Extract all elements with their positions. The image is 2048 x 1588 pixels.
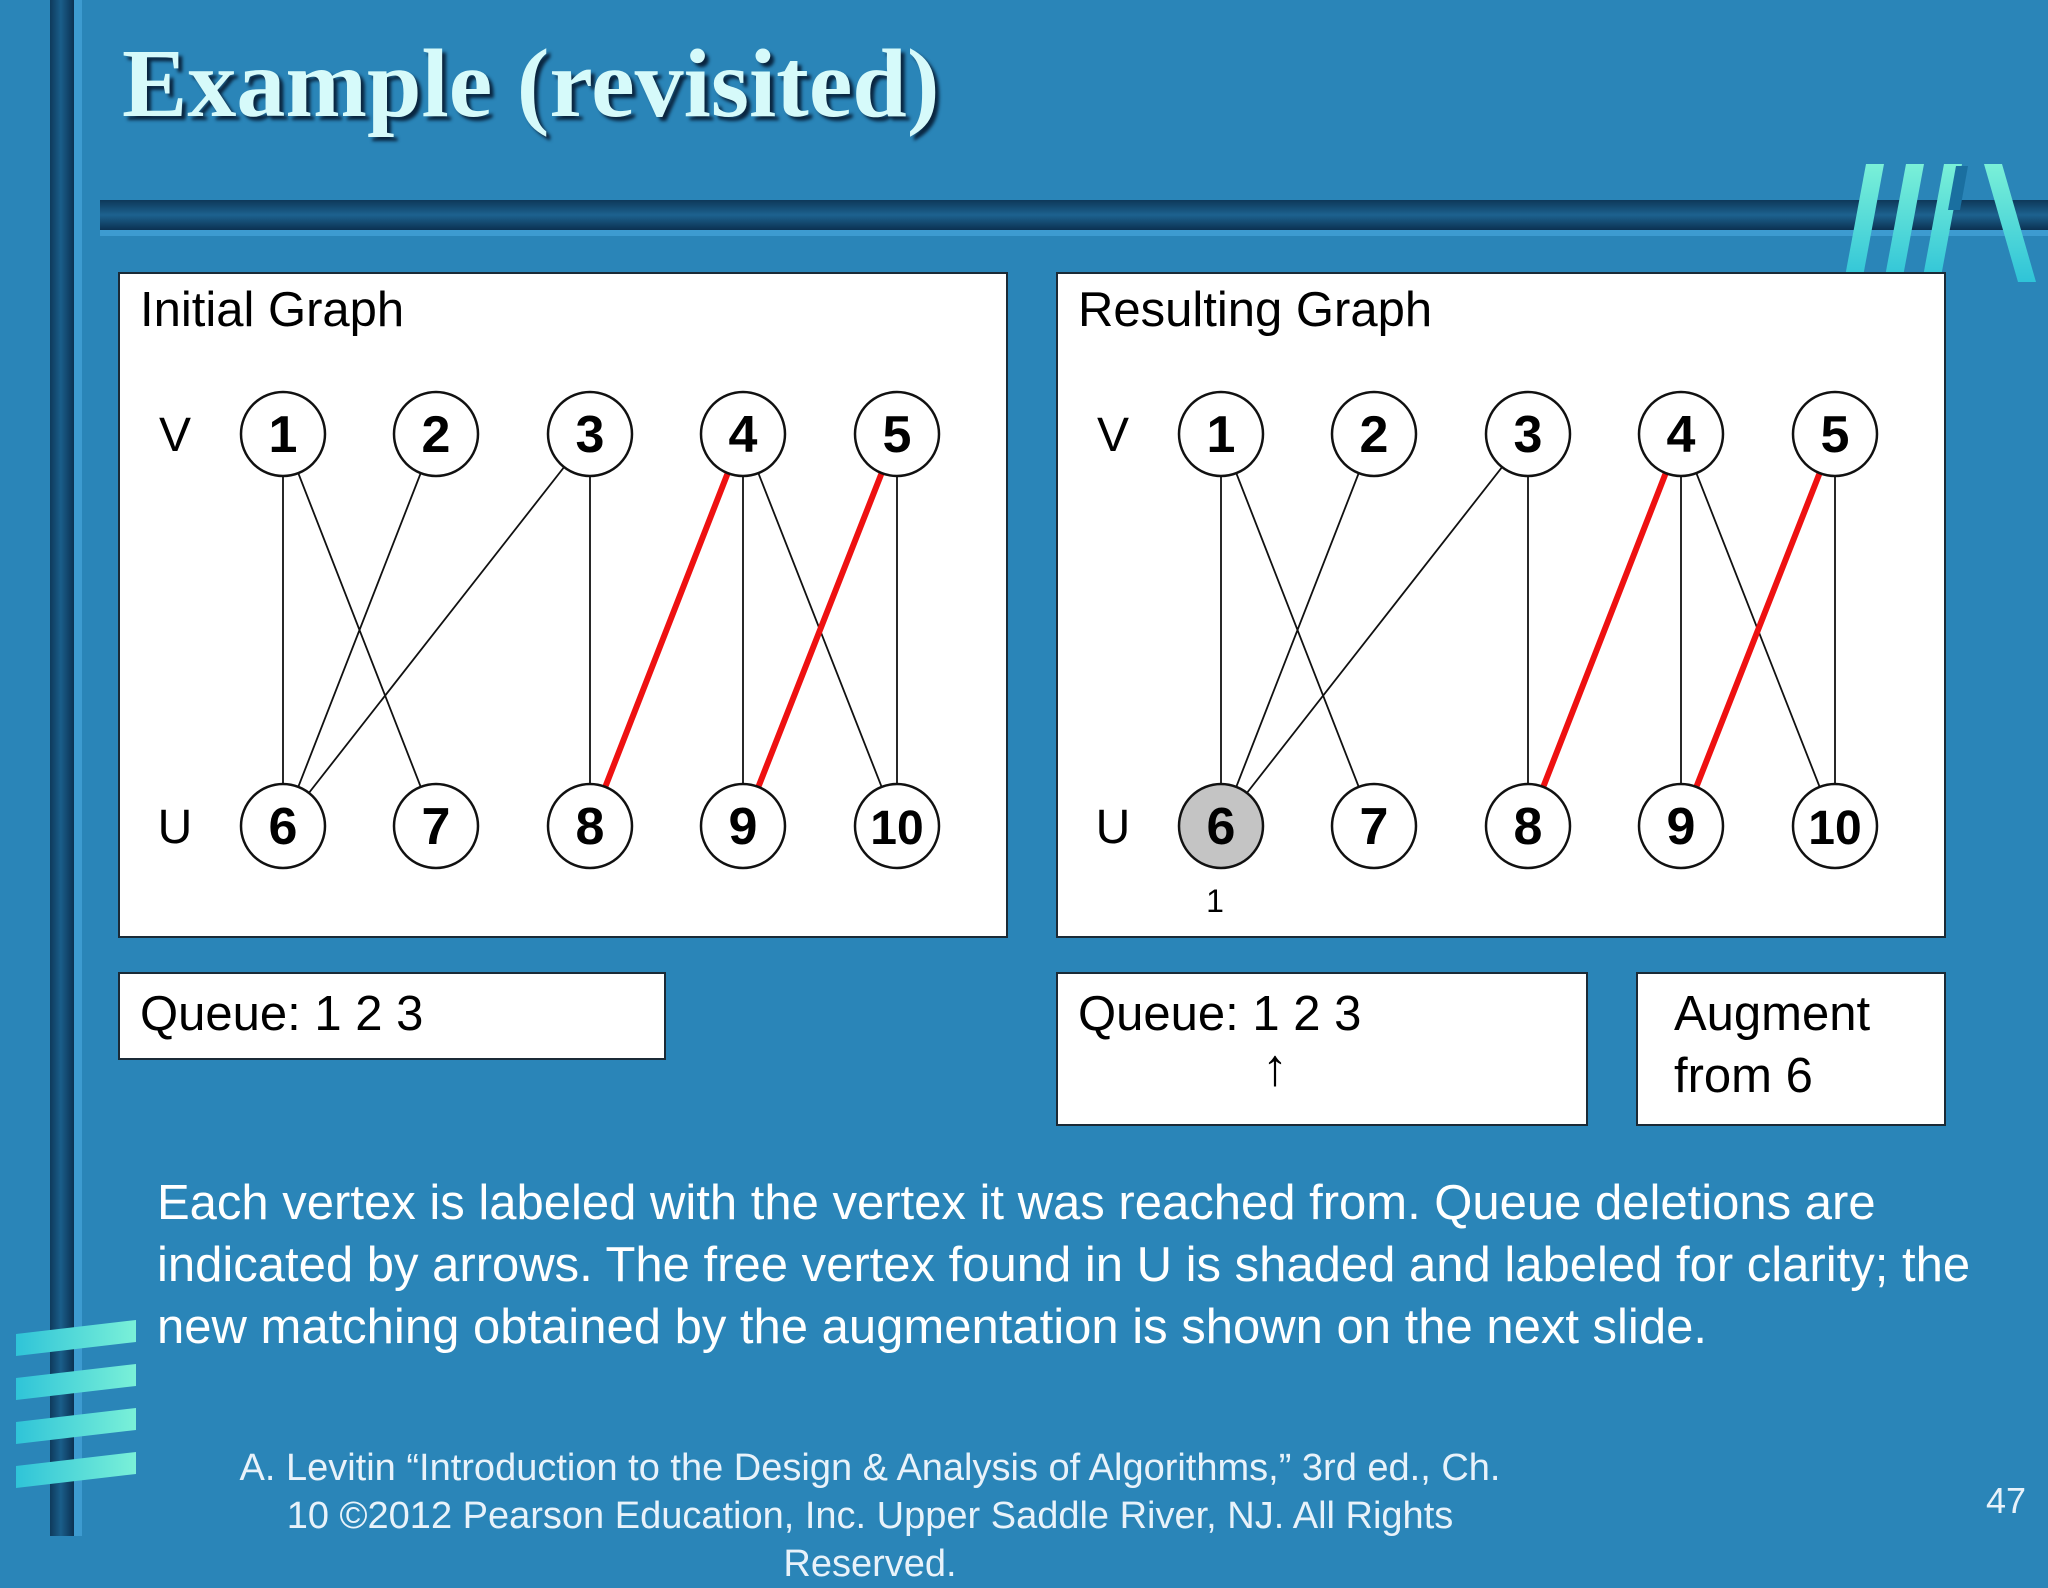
vertex-label-9: 9	[1666, 798, 1696, 856]
left-frame-highlight	[74, 0, 82, 1536]
vertex-label-7: 7	[1359, 798, 1389, 856]
augment-line-2: from 6	[1674, 1049, 1813, 1103]
vertex-label-6: 6	[268, 798, 298, 856]
vertex-label-10: 10	[1808, 802, 1862, 855]
initial-graph-panel	[118, 272, 1008, 938]
resulting-queue-box	[1056, 972, 1588, 1126]
v-side-label: V	[158, 409, 192, 462]
bottom-left-stripes-logo	[12, 1320, 144, 1500]
vertex-label-3: 3	[575, 406, 605, 464]
slide-citation: A. Levitin “Introduction to the Design & Analysis of Algorithms,” 3rd ed., Ch. 10 ©2012 Pearson Education, Inc. Upper Saddle River, NJ. All Rights Reserved.	[239, 1447, 1501, 1585]
augment-box	[1636, 972, 1946, 1126]
vertex-label-1: 1	[268, 406, 298, 464]
resulting-queue-text: Queue: 1 2 3	[1078, 987, 1362, 1041]
edge-3-6	[283, 434, 590, 826]
title-underline-highlight	[100, 230, 2048, 236]
resulting-graph-diagram	[1058, 274, 1944, 936]
u-side-label: U	[1095, 801, 1131, 854]
matched-edge-4-8	[590, 434, 743, 826]
initial-graph-title: Initial Graph	[140, 283, 405, 337]
top-right-stripes-logo	[1836, 160, 2036, 284]
left-frame-bar	[50, 0, 74, 1536]
resulting-graph-panel	[1056, 272, 1946, 938]
vertex-label-6: 6	[1206, 798, 1236, 856]
slide-title: Example (revisited)	[122, 30, 940, 138]
vertex-label-10: 10	[870, 802, 924, 855]
augment-line-1: Augment	[1674, 987, 1871, 1041]
vertex-label-7: 7	[421, 798, 451, 856]
vertex-label-9: 9	[728, 798, 758, 856]
vertex-label-2: 2	[1359, 406, 1389, 464]
vertex-label-8: 8	[1513, 798, 1543, 856]
vertex-label-4: 4	[1666, 406, 1696, 464]
vertex-label-3: 3	[1513, 406, 1543, 464]
edge-3-6	[1221, 434, 1528, 826]
vertex-label-2: 2	[421, 406, 451, 464]
u-side-label: U	[157, 801, 193, 854]
vertex-label-8: 8	[575, 798, 605, 856]
initial-graph-diagram	[120, 274, 1006, 936]
initial-queue-text: Queue: 1 2 3	[140, 987, 424, 1041]
queue-deletion-arrow-icon: ↑	[1262, 1039, 1288, 1097]
matched-edge-4-8	[1528, 434, 1681, 826]
vertex-label-4: 4	[728, 406, 758, 464]
shaded-vertex-reached-from-label: 1	[1206, 883, 1224, 919]
vertex-label-5: 5	[1820, 406, 1850, 464]
resulting-graph-title: Resulting Graph	[1078, 283, 1433, 337]
v-side-label: V	[1096, 409, 1130, 462]
initial-queue-box	[118, 972, 666, 1060]
slide-caption: Each vertex is labeled with the vertex it was reached from. Queue deletions are indicated by arrows. The free vertex found in U is shaded and labeled for clarity; the new matching obtained by the augmentation is shown on the next slide.	[157, 1176, 1971, 1354]
vertex-label-1: 1	[1206, 406, 1236, 464]
slide-number: 47	[1985, 1480, 2026, 1521]
title-underline-bar	[100, 200, 2048, 230]
vertex-label-5: 5	[882, 406, 912, 464]
